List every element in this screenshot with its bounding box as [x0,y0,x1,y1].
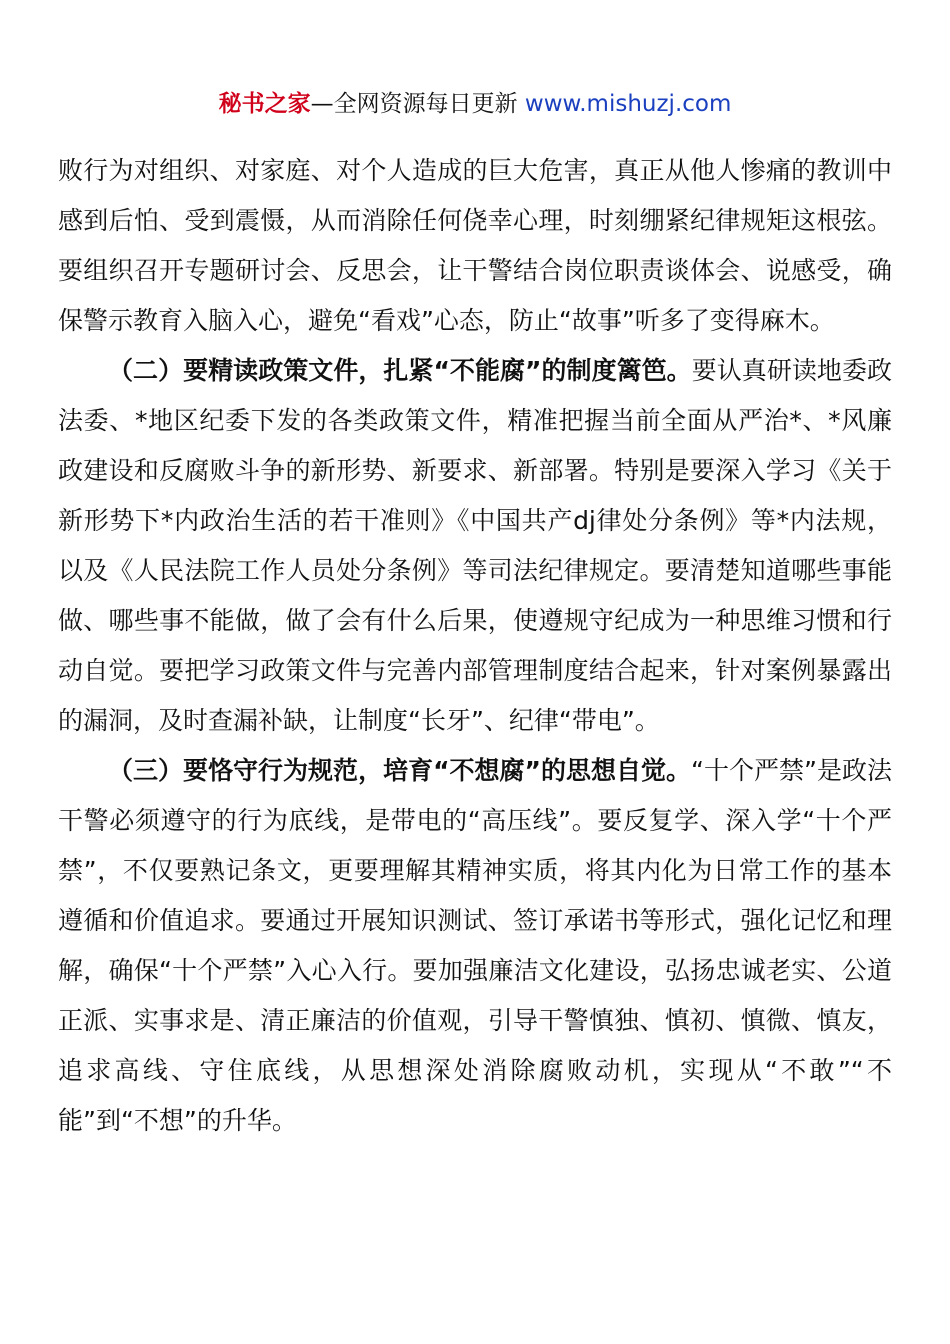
paragraph-3 [58,746,892,1146]
header-tagline: —全网资源每日更新 [310,91,525,117]
paragraph-2 [58,346,892,746]
site-header [0,88,950,120]
site-url-link[interactable]: www.mishuzj.com [524,91,732,117]
paragraph-1 [58,146,892,346]
paragraph-2-heading: （二）要精读政策文件，扎紧“不能腐”的制度篱笆。 [108,356,692,385]
paragraph-3-heading: （三）要恪守行为规范，培育“不想腐”的思想自觉。 [108,756,692,785]
brand-name: 秘书之家 [218,91,311,117]
paragraph-1-text: 败行为对组织、对家庭、对个人造成的巨大危害，真正从他人惨痛的教训中感到后怕、受到震慑，从而消除任何侥幸心理，时刻绷紧纪律规矩这根弦。要组织召开专题研讨会、反思会，让干警结合岗位职责谈体会、说感受，确保警示教育入脑入心，避免“看戏”心态，防止“故事”听多了变得麻木。 [58,156,892,335]
paragraph-3-text: “十个严禁”是政法干警必须遵守的行为底线，是带电的“高压线”。要反复学、深入学“十个严禁”，不仅要熟记条文，更要理解其精神实质，将其内化为日常工作的基本遵循和价值追求。要通过开展知识测试、签订承诺书等形式，强化记忆和理解，确保“十个严禁”入心入行。要加强廉洁文化建设，弘扬忠诚老实、公道正派、实事求是、清正廉洁的价值观，引导干警慎独、慎初、慎微、慎友，追求高线、守住底线，从思想深处消除腐败动机，实现从“不敢”“不能”到“不想”的升华。 [58,756,892,1135]
paragraph-2-text: 要认真研读地委政法委、*地区纪委下发的各类政策文件，精准把握当前全面从严治*、*风廉政建设和反腐败斗争的新形势、新要求、新部署。特别是要深入学习《关于新形势下*内政治生活的若干准则》《中国共产dj律处分条例》等*内法规，以及《人民法院工作人员处分条例》等司法纪律规定。要清楚知道哪些事能做、哪些事不能做，做了会有什么后果，使遵规守纪成为一种思维习惯和行动自觉。要把学习政策文件与完善内部管理制度结合起来，针对案例暴露出的漏洞，及时查漏补缺，让制度“长牙”、纪律“带电”。 [58,356,892,735]
document-body [58,146,892,1146]
